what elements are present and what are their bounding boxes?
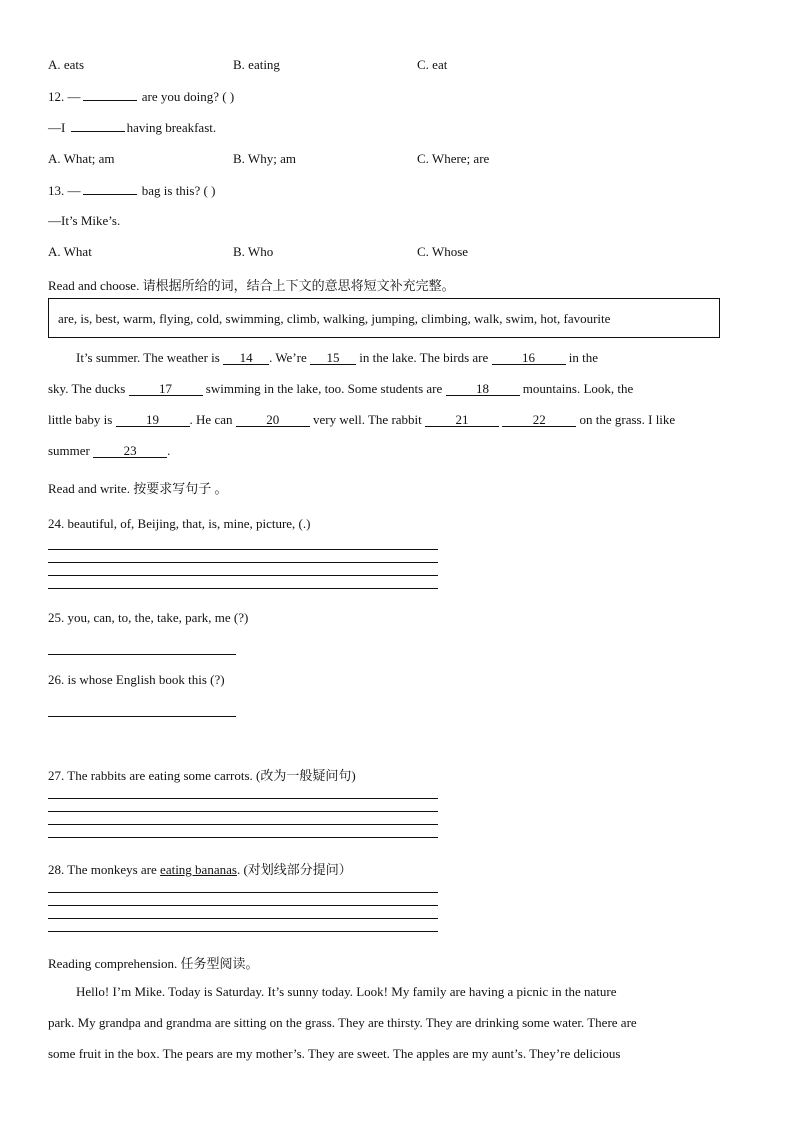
q13-answer: —It’s Mike’s. [48, 213, 121, 228]
q25-answer-line[interactable] [48, 654, 236, 655]
blank-14[interactable]: 14 [223, 351, 269, 365]
blank-19[interactable]: 19 [116, 413, 190, 427]
q11-option-a: A. eats [48, 57, 85, 72]
q12-question [48, 88, 234, 105]
q12-option-b: B. Why; am [233, 151, 296, 166]
q26-answer-line[interactable] [48, 716, 236, 717]
blank-18[interactable]: 18 [446, 382, 520, 396]
q26-prompt: 26. is whose English book this (?) [48, 672, 225, 687]
q11-option-b: B. eating [233, 57, 280, 72]
q11-option-c: C. eat [417, 57, 448, 72]
q27-answer-line[interactable] [48, 798, 438, 799]
q13-number: 13. [48, 183, 65, 198]
q24-answer-line[interactable] [48, 588, 438, 589]
q24-answer-line[interactable] [48, 562, 438, 563]
q28-prompt [48, 859, 352, 878]
q12-answer-prefix: —I [48, 120, 66, 135]
q13-option-b: B. Who [233, 244, 274, 259]
q28-answer-line[interactable] [48, 918, 438, 919]
q24-answer-line[interactable] [48, 549, 438, 550]
passage-text: sky. The ducks [48, 381, 126, 396]
q12-number: 12. [48, 89, 65, 104]
q12-blank-1[interactable] [83, 88, 137, 101]
q12-dash: — [67, 89, 81, 104]
q27-prompt: 27. The rabbits are eating some carrots. (改为一般疑问句) [48, 768, 356, 783]
q12-paren: ( ) [222, 89, 235, 104]
q13-text: bag is this? [141, 183, 201, 198]
blank-23[interactable]: 23 [93, 444, 167, 458]
section-title-read-write: Read and write. 按要求写句子 。 [48, 481, 228, 496]
passage-text: mountains. Look, the [522, 381, 634, 396]
q24-prompt: 24. beautiful, of, Beijing, that, is, mine, picture, (.) [48, 516, 311, 531]
q27-answer-line[interactable] [48, 811, 438, 812]
passage-text: . We’re [269, 350, 307, 365]
passage-text: very well. The rabbit [312, 412, 422, 427]
passage-line-3 [48, 412, 748, 428]
passage-text: summer [48, 443, 90, 458]
q12-answer-suffix: having breakfast. [126, 120, 217, 135]
section-title-reading: Reading comprehension. 任务型阅读。 [48, 956, 259, 971]
q13-dash: — [67, 183, 81, 198]
reading-line-3: some fruit in the box. The pears are my mother’s. They are sweet. The apples are my aunt’s. They’re delicious [48, 1046, 621, 1061]
q12-answer [48, 119, 216, 136]
q28-underlined: eating bananas [160, 862, 237, 877]
q12-option-c: C. Where; are [417, 151, 490, 166]
reading-line-2: park. My grandpa and grandma are sitting on the grass. They are thirsty. They are drinking some water. There are [48, 1015, 637, 1030]
blank-16[interactable]: 16 [492, 351, 566, 365]
blank-17[interactable]: 17 [129, 382, 203, 396]
blank-20[interactable]: 20 [236, 413, 310, 427]
passage-text: in the lake. The birds are [359, 350, 489, 365]
q13-option-c: C. Whose [417, 244, 469, 259]
q12-blank-2[interactable] [71, 119, 125, 132]
q28-suffix: . (对划线部分提问） [236, 862, 352, 877]
passage-text: It’s summer. The weather is [76, 350, 220, 365]
q12-text: are you doing? [141, 89, 220, 104]
q28-answer-line[interactable] [48, 892, 438, 893]
passage-line-4 [48, 443, 748, 459]
q28-prefix: 28. The monkeys are [48, 862, 157, 877]
reading-line-1: Hello! I’m Mike. Today is Saturday. It’s sunny today. Look! My family are having a picnic in the nature [76, 984, 617, 999]
q27-answer-line[interactable] [48, 824, 438, 825]
blank-22[interactable]: 22 [502, 413, 576, 427]
passage-text: . [167, 443, 171, 458]
passage-line-2 [48, 381, 748, 397]
section-title-read-choose: Read and choose. 请根据所给的词，结合上下文的意思将短文补充完整。 [48, 278, 455, 293]
q12-option-a: A. What; am [48, 151, 115, 166]
q13-question [48, 182, 215, 199]
blank-21[interactable]: 21 [425, 413, 499, 427]
passage-text: . He can [189, 412, 233, 427]
q13-paren: ( ) [203, 183, 216, 198]
passage-text: swimming in the lake, too. Some students are [205, 381, 443, 396]
passage-text: on the grass. I like [579, 412, 676, 427]
q27-answer-line[interactable] [48, 837, 438, 838]
passage-text: little baby is [48, 412, 113, 427]
q24-answer-line[interactable] [48, 575, 438, 576]
blank-15[interactable]: 15 [310, 351, 356, 365]
q28-answer-line[interactable] [48, 905, 438, 906]
q13-option-a: A. What [48, 244, 92, 259]
passage-line-1 [76, 350, 776, 366]
word-box: are, is, best, warm, flying, cold, swimming, climb, walking, jumping, climbing, walk, swim, hot, favourite [48, 298, 720, 338]
passage-text: in the [568, 350, 599, 365]
q13-blank[interactable] [83, 182, 137, 195]
q25-prompt: 25. you, can, to, the, take, park, me (?) [48, 610, 249, 625]
q28-answer-line[interactable] [48, 931, 438, 932]
